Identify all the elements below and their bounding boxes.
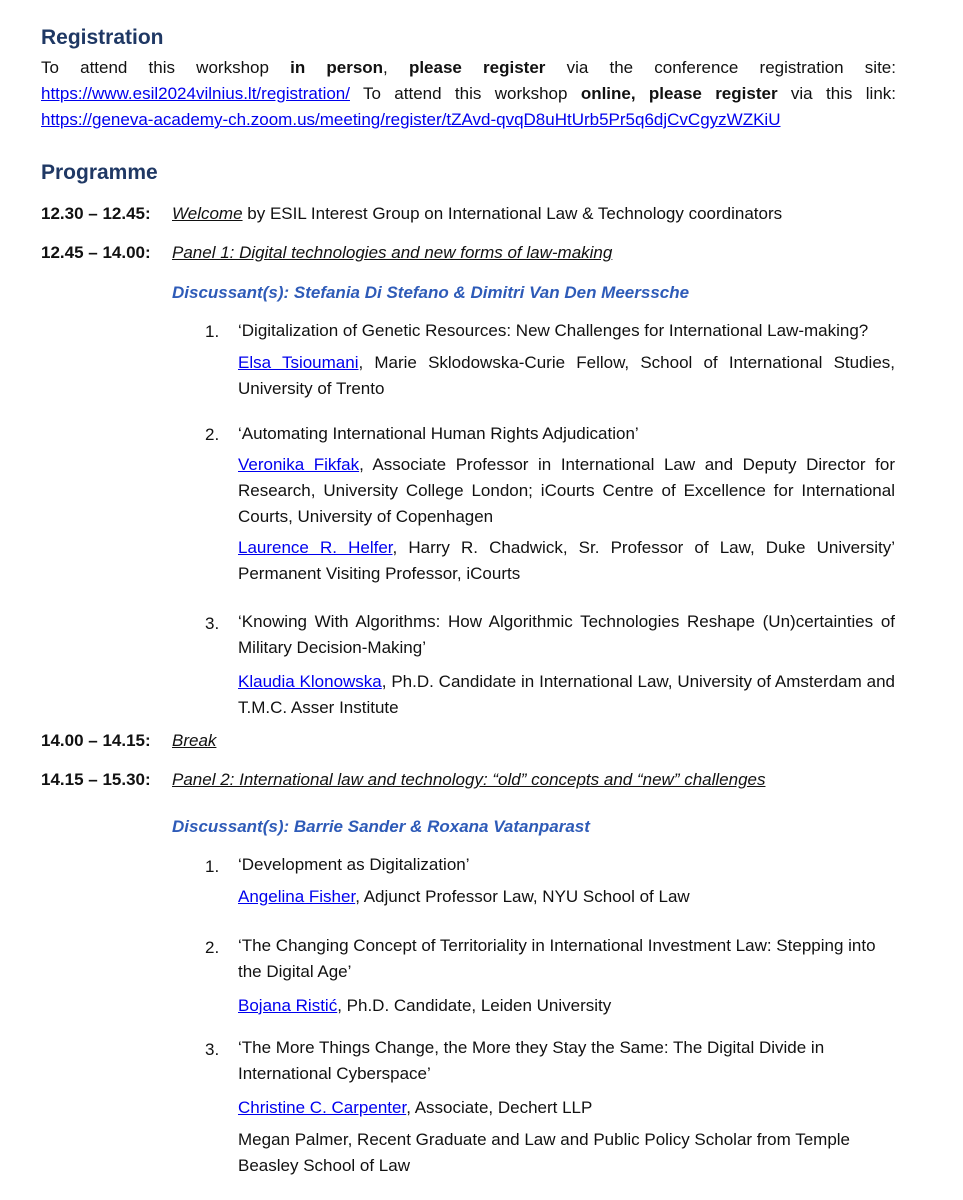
slot-time: 12.30 – 12.45: xyxy=(41,204,151,223)
speaker-link[interactable]: Elsa Tsioumani xyxy=(238,353,359,372)
slot-time: 12.45 – 14.00: xyxy=(41,243,151,262)
text: To attend this workshop xyxy=(41,58,291,77)
panel-1-discussants: Discussant(s): Stefania Di Stefano & Dimitri Van Den Meerssche xyxy=(172,283,690,302)
text: , xyxy=(383,58,409,77)
talk-title: ‘The More Things Change, the More they Stay the Same: The Digital Divide in International Cyberspace’ xyxy=(238,1038,825,1083)
speaker-link[interactable]: Bojana Ristić xyxy=(238,996,338,1015)
talk-title: ‘Automating International Human Rights Adjudication’ xyxy=(238,424,639,443)
speaker-affiliation: , Associate, Dechert LLP xyxy=(406,1098,593,1117)
text: To attend this workshop xyxy=(349,84,581,103)
item-number: 2. xyxy=(205,938,220,957)
registration-line-1 xyxy=(41,55,896,81)
speaker-entry xyxy=(238,1095,895,1121)
please-register-text: please register xyxy=(408,58,546,77)
break-slot: Break xyxy=(172,731,217,750)
item-number: 3. xyxy=(205,614,220,633)
item-number: 2. xyxy=(205,425,220,444)
panel-2-title: Panel 2: International law and technology: “old” concepts and “new” challenges xyxy=(172,770,766,789)
speaker-affiliation: , Marie Sklodowska-Curie Fellow, School of International Studies, University of Trento xyxy=(238,353,895,398)
item-number: 1. xyxy=(205,322,220,341)
speaker-affiliation: , Adjunct Professor Law, NYU School of Law xyxy=(355,887,690,906)
speaker-affiliation: , Ph.D. Candidate in International Law, University of Amsterdam and T.M.C. Asser Institute xyxy=(238,672,895,717)
speaker-affiliation: , Harry R. Chadwick, Sr. Professor of Law, Duke University’ Permanent Visiting Professor, iCourts xyxy=(238,538,895,583)
slot-time: 14.15 – 15.30: xyxy=(41,770,151,789)
welcome-text: Welcome xyxy=(172,204,243,223)
item-number: 3. xyxy=(205,1040,220,1059)
online-register-text: online, please register xyxy=(580,84,778,103)
speaker-entry xyxy=(238,350,895,402)
text: via the conference registration site: xyxy=(545,58,896,77)
welcome-slot xyxy=(172,204,782,224)
text: via this link: xyxy=(777,84,896,103)
conference-registration-link[interactable]: https://www.esil2024vilnius.lt/registration/ xyxy=(41,84,350,103)
speaker-entry xyxy=(238,535,895,587)
speaker-link[interactable]: Angelina Fisher xyxy=(238,887,356,906)
speaker-entry xyxy=(238,884,895,910)
registration-heading: Registration xyxy=(41,26,164,49)
talk-title: ‘Development as Digitalization’ xyxy=(238,855,470,874)
slot-time: 14.00 – 14.15: xyxy=(41,731,151,750)
speaker-link[interactable]: Christine C. Carpenter xyxy=(238,1098,407,1117)
talk-title: ‘Digitalization of Genetic Resources: New Challenges for International Law-making? xyxy=(238,321,869,340)
speaker-link[interactable]: Laurence R. Helfer xyxy=(238,538,393,557)
registration-line-3 xyxy=(41,107,896,133)
talk-title: ‘The Changing Concept of Territoriality in International Investment Law: Stepping into the Digital Age’ xyxy=(238,936,876,981)
panel-2-discussants: Discussant(s): Barrie Sander & Roxana Vatanparast xyxy=(172,817,590,836)
in-person-text: in person xyxy=(290,58,384,77)
speaker-affiliation: , Ph.D. Candidate, Leiden University xyxy=(337,996,612,1015)
programme-heading: Programme xyxy=(41,161,158,184)
speaker-entry xyxy=(238,669,895,721)
speaker-entry xyxy=(238,452,895,530)
registration-line-2 xyxy=(41,81,896,107)
welcome-rest: by ESIL Interest Group on International Law & Technology coordinators xyxy=(242,204,783,223)
zoom-registration-link[interactable]: https://geneva-academy-ch.zoom.us/meeting/register/tZAvd-qvqD8uHtUrb5Pr5q6djCvCgyzWZKiU xyxy=(41,110,781,129)
speaker-entry xyxy=(238,993,895,1019)
panel-1-title: Panel 1: Digital technologies and new forms of law-making xyxy=(172,243,613,262)
speaker-entry-extra: Megan Palmer, Recent Graduate and Law and Public Policy Scholar from Temple Beasley School of Law xyxy=(238,1130,851,1175)
talk-title: ‘Knowing With Algorithms: How Algorithmic Technologies Reshape (Un)certainties of Military Decision-Making’ xyxy=(238,612,895,657)
item-number: 1. xyxy=(205,857,220,876)
speaker-affiliation: , Associate Professor in International Law and Deputy Director for Research, University College London; iCourts Centre of Excellence for International Courts, University of Copenhagen xyxy=(238,455,895,526)
speaker-link[interactable]: Klaudia Klonowska xyxy=(238,672,382,691)
speaker-link[interactable]: Veronika Fikfak xyxy=(238,455,360,474)
